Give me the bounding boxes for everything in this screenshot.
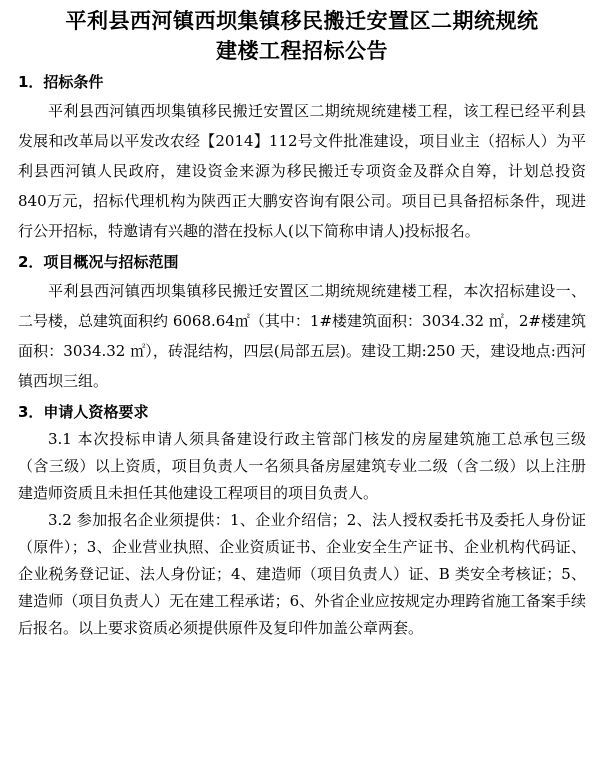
section-heading: 1．招标条件 (18, 73, 104, 91)
section-tender-conditions (18, 70, 586, 246)
section-paragraph: 3.1 本次投标申请人须具备建设行政主管部门核发的房屋建筑施工总承包三级（含三级）以上资质，项目负责人一名须具备房屋建筑专业二级（含二级）以上注册建造师资质且未担任其他建设工程项目的项目负责人。 (18, 430, 586, 502)
document-title (18, 6, 586, 66)
document-title-line-2: 建楼工程招标公告 (216, 39, 388, 63)
section-heading: 2．项目概况与招标范围 (18, 253, 179, 271)
section-paragraph: 平利县西河镇西坝集镇移民搬迁安置区二期统规统建楼工程，本次招标建设一、二号楼，总建筑面积约 6068.64㎡（其中：1#楼建筑面积：3034.32 ㎡，2#楼建筑面积：3034.32 ㎡），砖混结构，四层(局部五层)。建设工期:250 天，建设地点:西河镇西坝三组。 (18, 282, 586, 390)
section-paragraph: 3.2 参加报名企业须提供：1、企业介绍信；2、法人授权委托书及委托人身份证（原件）；3、企业营业执照、企业资质证书、企业安全生产证书、企业机构代码证、企业税务登记证、法人身份证；4、建造师（项目负责人）证、B 类安全考核证；5、建造师（项目负责人）无在建工程承诺；6、外省企业应按规定办理跨省施工备案手续后报名。以上要求资质必须提供原件及复印件加盖公章两套。 (18, 511, 586, 637)
section-heading: 3．申请人资格要求 (18, 403, 149, 421)
section-applicant-qualifications (18, 400, 586, 642)
section-project-overview (18, 250, 586, 396)
section-paragraph: 平利县西河镇西坝集镇移民搬迁安置区二期统规统建楼工程，该工程已经平利县发展和改革局以平发改农经【2014】112号文件批准建设，项目业主（招标人）为平利县西河镇人民政府，建设资金来源为移民搬迁专项资金及群众自筹，计划总投资 840万元，招标代理机构为陕西正大鹏安咨询有限公司。项目已具备招标条件，现进行公开招标，特邀请有兴趣的潜在投标人(以下简称申请人)投标报名。 (18, 102, 586, 240)
document-title-line-1: 平利县西河镇西坝集镇移民搬迁安置区二期统规统 (65, 9, 539, 33)
